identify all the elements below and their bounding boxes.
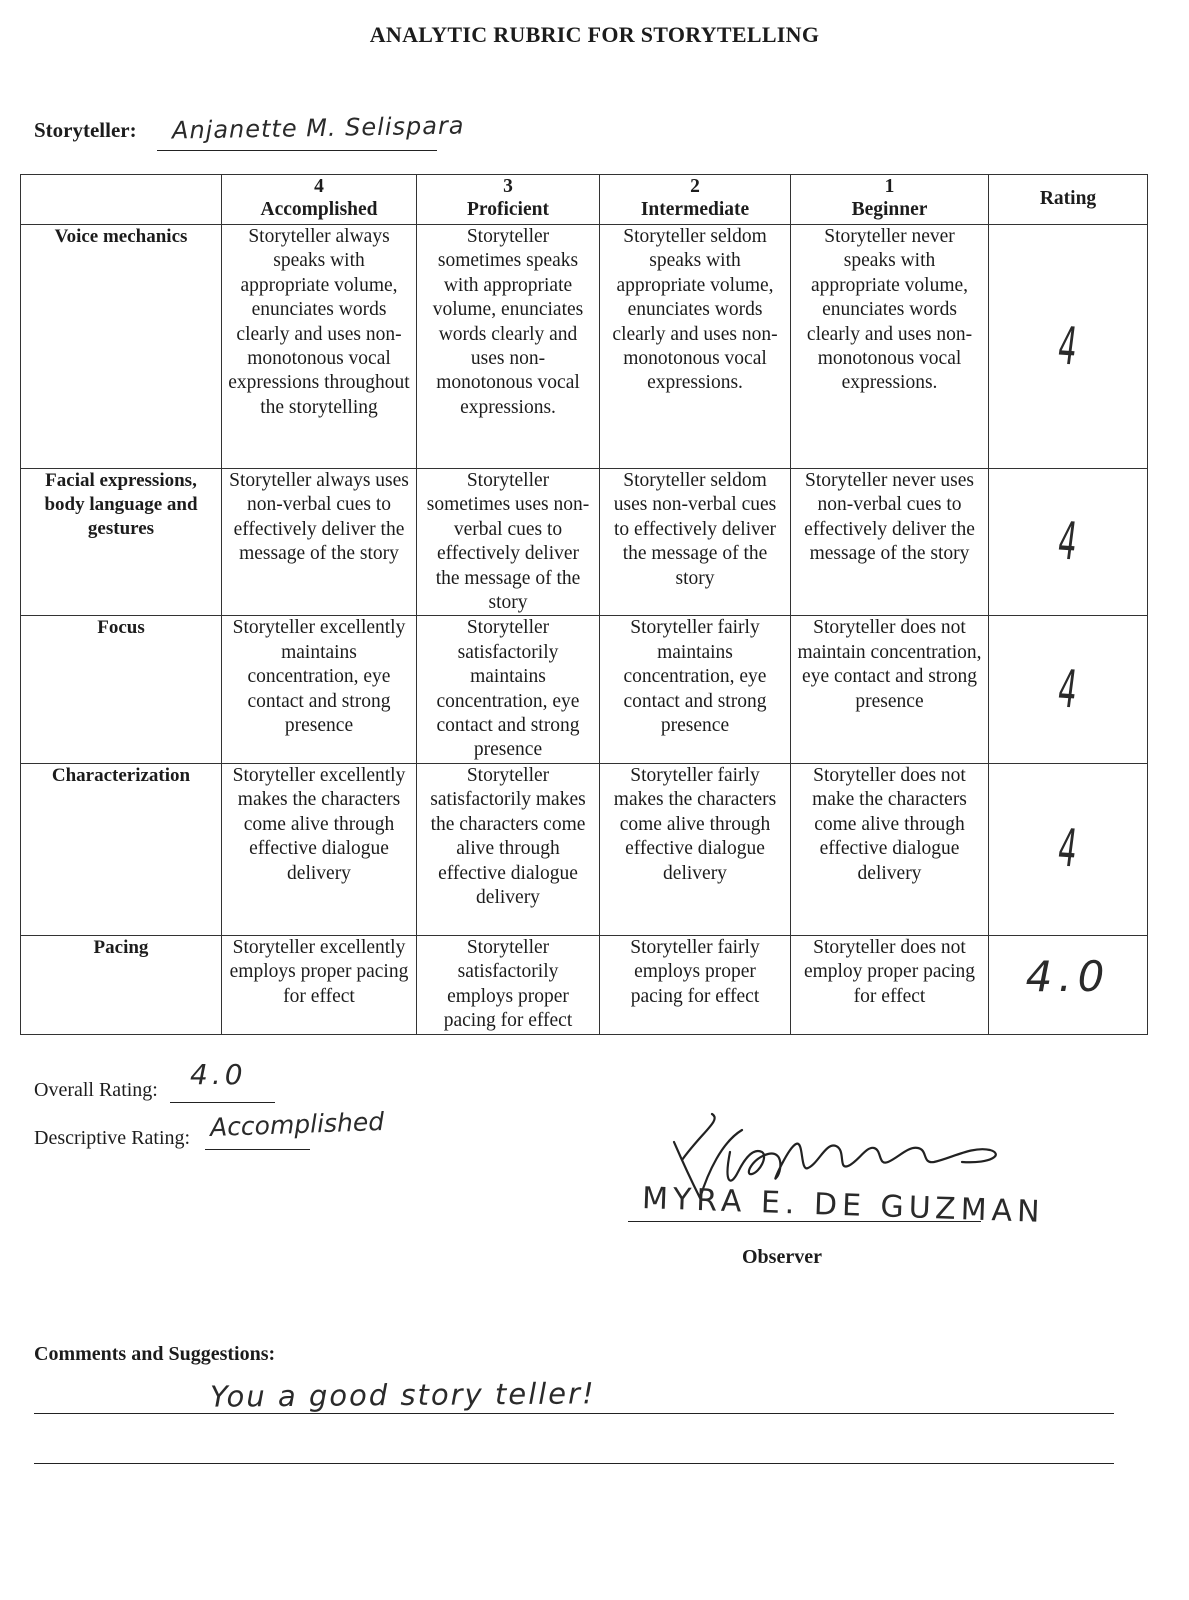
descriptive-rating-underline	[205, 1149, 310, 1150]
storyteller-label: Storyteller:	[34, 118, 137, 142]
storyteller-name: Anjanette M. Selispara	[171, 111, 465, 145]
rating-value: 4	[1058, 511, 1078, 573]
descriptor-cell: Storyteller does not employ proper pacing for effect	[791, 935, 989, 1034]
descriptor-cell: Storyteller fairly makes the characters come alive through effective dialogue delivery	[600, 763, 791, 935]
rating-cell	[989, 763, 1148, 935]
descriptor-cell: Storyteller satisfactorily makes the characters come alive through effective dialogue delivery	[417, 763, 600, 935]
level-name: Beginner	[851, 199, 928, 220]
observer-name: MYRA E. DE GUZMAN	[641, 1180, 1046, 1231]
level-number: 1	[884, 176, 895, 197]
descriptor-cell: Storyteller never speaks with appropriate volume, enunciates words clearly and uses non-monotonous vocal expressions.	[791, 225, 989, 469]
descriptor-cell: Storyteller fairly employs proper pacing for effect	[600, 935, 791, 1034]
overall-rating-underline	[170, 1102, 275, 1103]
level-number: 3	[503, 176, 513, 197]
criterion-name: Pacing	[21, 935, 222, 1034]
level-number: 2	[690, 176, 700, 197]
criterion-row-characterization	[21, 763, 1148, 935]
level-number: 4	[314, 176, 324, 197]
descriptor-cell: Storyteller excellently makes the characters come alive through effective dialogue delivery	[222, 763, 417, 935]
rating-cell	[989, 469, 1148, 616]
comments-line	[34, 1463, 1114, 1464]
criterion-name: Voice mechanics	[21, 225, 222, 469]
rating-value: 4	[1058, 818, 1078, 880]
descriptor-cell: Storyteller does not maintain concentration, eye contact and strong presence	[791, 616, 989, 763]
descriptor-cell: Storyteller never uses non-verbal cues to effectively deliver the message of the story	[791, 469, 989, 616]
descriptor-cell: Storyteller satisfactorily employs proper pacing for effect	[417, 935, 600, 1034]
descriptive-rating-label: Descriptive Rating:	[34, 1127, 191, 1149]
level-name: Accomplished	[260, 199, 378, 220]
observer-underline	[628, 1221, 981, 1222]
level-header-1	[791, 175, 989, 225]
level-header-4	[222, 175, 417, 225]
rubric-table	[20, 174, 1148, 1035]
rating-header: Rating	[989, 175, 1148, 225]
level-name: Intermediate	[640, 199, 750, 220]
criterion-row-pacing	[21, 935, 1148, 1034]
header-row	[21, 175, 1148, 225]
criterion-row-voice	[21, 225, 1148, 469]
level-header-2	[600, 175, 791, 225]
descriptor-cell: Storyteller fairly maintains concentration, eye contact and strong presence	[600, 616, 791, 763]
criterion-name: Characterization	[21, 763, 222, 935]
overall-rating-label: Overall Rating:	[34, 1079, 158, 1101]
criterion-row-focus	[21, 616, 1148, 763]
criterion-name: Focus	[21, 616, 222, 763]
rating-value: 4	[1058, 659, 1078, 721]
descriptor-cell: Storyteller always speaks with appropriate volume, enunciates words clearly and uses non-monotonous vocal expressions throughout the storytelling	[222, 225, 417, 469]
comments-line	[34, 1413, 1114, 1414]
descriptor-cell: Storyteller always uses non-verbal cues to effectively deliver the message of the story	[222, 469, 417, 616]
criterion-name: Facial expressions, body language and gestures	[21, 469, 222, 616]
descriptor-cell: Storyteller satisfactorily maintains concentration, eye contact and strong presence	[417, 616, 600, 763]
rating-cell	[989, 935, 1148, 1034]
storyteller-underline	[157, 150, 437, 151]
page-title: ANALYTIC RUBRIC FOR STORYTELLING	[369, 22, 820, 47]
rating-cell	[989, 225, 1148, 469]
descriptor-cell: Storyteller sometimes uses non-verbal cues to effectively deliver the message of the story	[417, 469, 600, 616]
descriptor-cell: Storyteller does not make the characters come alive through effective dialogue delivery	[791, 763, 989, 935]
descriptive-rating-value: Accomplished	[209, 1106, 385, 1143]
descriptor-cell: Storyteller excellently maintains concentration, eye contact and strong presence	[222, 616, 417, 763]
overall-rating-value: 4.0	[190, 1058, 247, 1091]
comments-label: Comments and Suggestions:	[34, 1343, 276, 1365]
criterion-row-facial	[21, 469, 1148, 616]
observer-label: Observer	[742, 1246, 822, 1268]
rating-value: 4	[1058, 315, 1078, 378]
blank-header-cell	[21, 175, 222, 225]
descriptor-cell: Storyteller sometimes speaks with appropriate volume, enunciates words clearly and uses non-monotonous vocal expressions.	[417, 225, 600, 469]
descriptor-cell: Storyteller seldom uses non-verbal cues to effectively deliver the message of the story	[600, 469, 791, 616]
rating-cell	[989, 616, 1148, 763]
comments-text: You a good story teller!	[209, 1376, 596, 1414]
descriptor-cell: Storyteller excellently employs proper pacing for effect	[222, 935, 417, 1034]
rating-value: 4.0	[1025, 951, 1111, 1001]
level-header-3	[417, 175, 600, 225]
level-name: Proficient	[467, 199, 549, 220]
descriptor-cell: Storyteller seldom speaks with appropriate volume, enunciates words clearly and uses non-monotonous vocal expressions.	[600, 225, 791, 469]
